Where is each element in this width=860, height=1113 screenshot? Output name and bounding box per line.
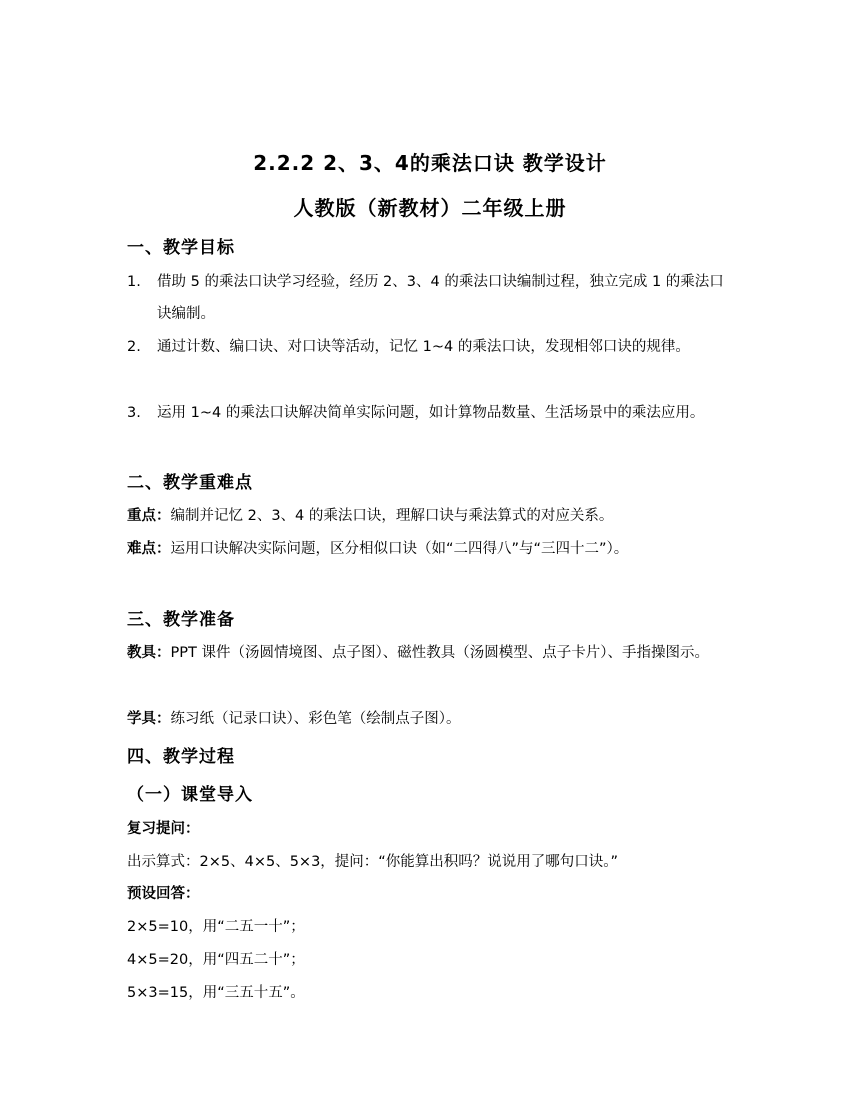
objective-number: 3. (127, 405, 141, 421)
teaching-tools-label: 教具： (127, 645, 171, 661)
document-title: 2.2.2 2、3、4的乘法口诀 教学设计 (253, 151, 607, 175)
objective-item-1 (127, 266, 737, 330)
answer-label: 预设回答： (127, 886, 200, 902)
difficulty-label: 难点： (127, 541, 171, 557)
student-tools-text: 练习纸（记录口诀）、彩色笔（绘制点子图）。 (170, 711, 461, 727)
student-tools-paragraph (127, 703, 737, 735)
section-heading-preparation: 三、教学准备 (127, 610, 235, 630)
student-tools-label: 学具： (127, 711, 171, 727)
objective-text: 通过计数、编口诀、对口诀等活动，记忆 1~4 的乘法口诀，发现相邻口诀的规律。 (157, 339, 690, 355)
subsection-heading-intro: （一）课堂导入 (127, 785, 253, 805)
answer-line-1: 2×5=10，用“二五一十”； (127, 919, 305, 935)
review-label: 复习提问： (127, 821, 200, 837)
objective-item-2 (127, 331, 737, 363)
objective-text: 运用 1~4 的乘法口诀解决简单实际问题，如计算物品数量、生活场景中的乘法应用。 (157, 405, 705, 421)
difficulty-paragraph (127, 533, 687, 565)
key-point-text: 编制并记忆 2、3、4 的乘法口诀，理解口诀与乘法算式的对应关系。 (170, 508, 614, 524)
objective-number: 1. (127, 274, 141, 290)
review-text: 出示算式：2×5、4×5、5×3，提问：“你能算出积吗？说说用了哪句口诀。” (127, 854, 619, 870)
section-heading-process: 四、教学过程 (127, 747, 235, 767)
objective-number: 2. (127, 339, 141, 355)
teaching-tools-text: PPT 课件（汤圆情境图、点子图）、磁性教具（汤圆模型、点子卡片）、手指操图示。 (170, 645, 709, 661)
difficulty-text: 运用口诀解决实际问题，区分相似口诀（如“二四得八”与“三四十二”）。 (170, 541, 629, 557)
answer-line-2: 4×5=20，用“四五二十”； (127, 952, 305, 968)
section-heading-key-points: 二、教学重难点 (127, 473, 253, 493)
section-heading-objectives: 一、教学目标 (127, 238, 235, 258)
answer-line-3: 5×3=15，用“三五十五”。 (127, 985, 305, 1001)
teaching-tools-paragraph (127, 637, 737, 669)
key-point-paragraph (127, 500, 737, 532)
document-subtitle: 人教版（新教材）二年级上册 (293, 196, 567, 220)
objective-text: 借助 5 的乘法口诀学习经验，经历 2、3、4 的乘法口诀编制过程，独立完成 1 的乘法口诀编制。 (157, 274, 724, 322)
key-point-label: 重点： (127, 508, 171, 524)
objective-item-3 (127, 397, 737, 429)
